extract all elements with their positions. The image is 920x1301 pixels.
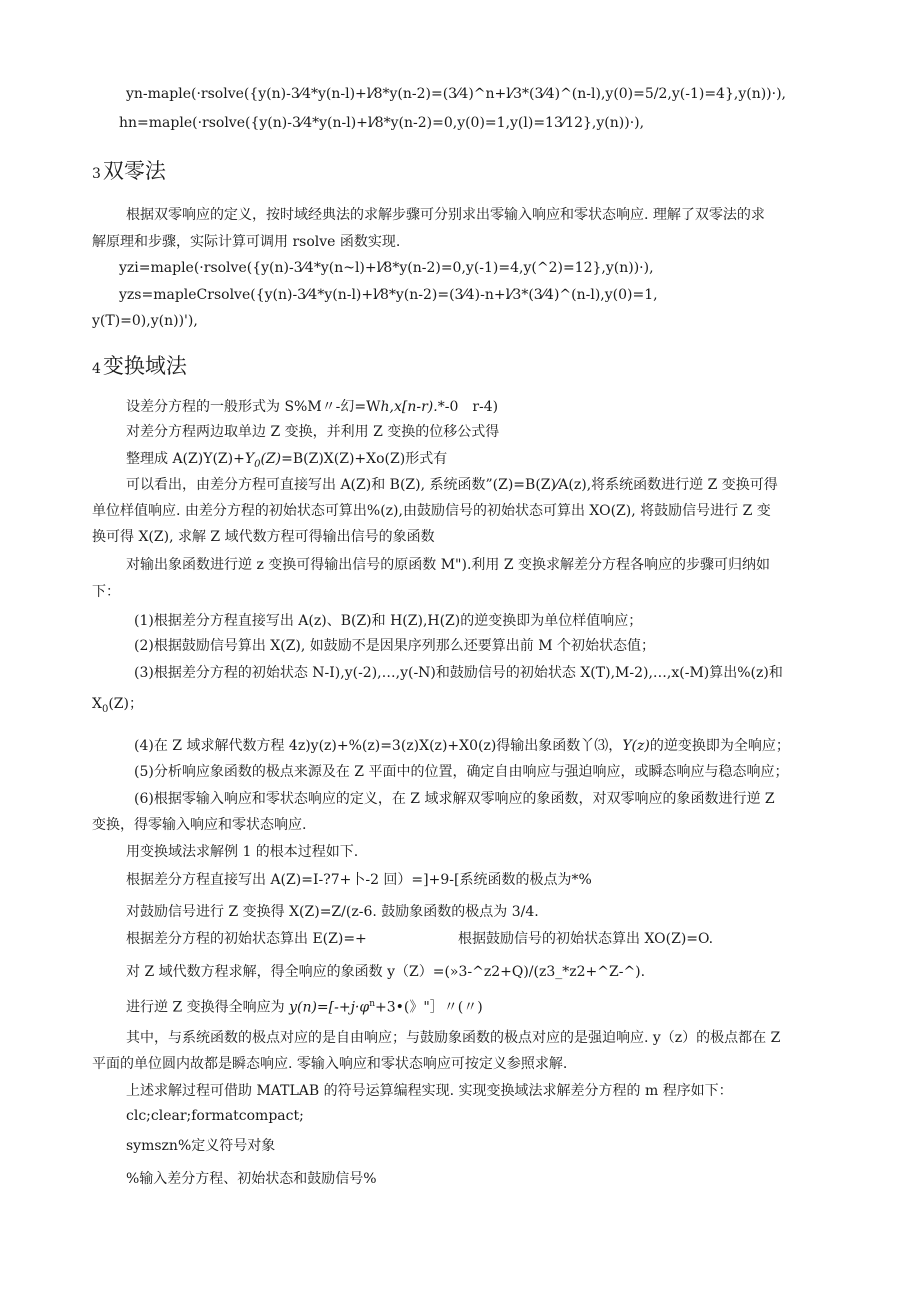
paragraph-line: 下： bbox=[92, 584, 120, 600]
text-run: 的逆变换即为全响应； bbox=[649, 738, 790, 754]
superscript: n bbox=[369, 999, 375, 1009]
italic-run: h,x[n-r). bbox=[380, 399, 438, 415]
code-line: %输入差分方程、初始状态和鼓励信号% bbox=[126, 1171, 377, 1187]
section-3-heading bbox=[92, 158, 166, 187]
step-4 bbox=[134, 737, 790, 755]
paragraph-line: 上述求解过程可借助 MATLAB 的符号运算编程实现. 实现变换域法求解差分方程的 m 程序如下： bbox=[126, 1083, 733, 1099]
paragraph-line: 对输出象函数进行逆 z 变换可得输出信号的原函数 M").利用 Z 变换求解差分方程各响应的步骤可归纳如 bbox=[126, 557, 771, 573]
step-2: (2)根据鼓励信号算出 X(Z), 如鼓励不是因果序列那么还要算出前 M 个初始状态值； bbox=[134, 638, 656, 654]
text-run: =B(Z)X(Z)+Xo(Z)形式有 bbox=[281, 451, 448, 467]
text-run: +3•(》"］〃(〃) bbox=[374, 999, 483, 1016]
paragraph-line: 根据差分方程直接写出 A(Z)=I-?7+卜-2 回）=]+9-[系统函数的极点为*% bbox=[126, 872, 592, 888]
text-run: (4)在 Z 域求解代数方程 4z)y(z)+%(z)=3(z)X(z)+X0(z)得输出象函数丫⑶， bbox=[134, 738, 623, 754]
paragraph-line: 平面的单位圆内故都是瞬态响应. 零输入响应和零状态响应可按定义参照求解. bbox=[92, 1056, 568, 1072]
step-3-cont bbox=[92, 695, 143, 719]
text-run: (Z)； bbox=[108, 696, 143, 712]
italic-run: Y bbox=[244, 451, 255, 467]
paragraph-line: 对 Z 域代数方程求解，得全响应的象函数 y（Z）=(»3-^z2+Q)/(z3_*z2+^Z-^). bbox=[126, 964, 646, 980]
formula-line bbox=[126, 398, 498, 416]
paragraph-line: 解原理和步骤，实际计算可调用 rsolve 函数实现. bbox=[92, 234, 401, 250]
paragraph-line: 根据差分方程的初始状态算出 E(Z)=+ bbox=[126, 931, 367, 947]
code-line-yzs: yzs=mapleCrsolve({y(n)-3⁄4*y(n-l)+l⁄8*y(n-2)=(3⁄4)-n+l⁄3*(3⁄4)^(n-l),y(0)=1, bbox=[119, 287, 658, 303]
code-line: clc;clear;formatcompact; bbox=[126, 1108, 304, 1124]
text-run: 整理成 A(Z)Y(Z)+ bbox=[126, 451, 245, 467]
subscript: 0 bbox=[101, 703, 109, 715]
formula-line bbox=[126, 995, 483, 1017]
text-run: *-0 r-4) bbox=[437, 399, 499, 415]
italic-run: Y(z) bbox=[622, 738, 650, 754]
section-title: 双零法 bbox=[102, 159, 166, 183]
section-4-heading bbox=[92, 353, 187, 382]
formula-line bbox=[126, 450, 447, 474]
text-run: 设差分方程的一般形式为 S%M〃-幻=W bbox=[126, 399, 381, 415]
step-1: (1)根据差分方程直接写出 A(z)、B(Z)和 H(Z),H(Z)的逆变换即为单位样值响应； bbox=[134, 613, 643, 629]
paragraph-line: 根据鼓励信号的初始状态算出 XO(Z)=O. bbox=[458, 931, 714, 947]
code-line-yn: yn-maple(·rsolve({y(n)-3⁄4*y(n-l)+l⁄8*y(n-2)=(3⁄4)^n+l⁄3*(3⁄4)^(n-l),y(0)=5/2,y(-1)=4},y(n))·), bbox=[126, 86, 786, 102]
code-line-yzs-cont: y(T)=0),y(n))'), bbox=[92, 313, 198, 329]
step-5: (5)分析响应象函数的极点来源及在 Z 平面中的位置，确定自由响应与强迫响应，或瞬态响应与稳态响应； bbox=[134, 764, 789, 780]
step-6-cont: 变换，得零输入响应和零状态响应. bbox=[92, 817, 307, 833]
code-line-yzi: yzi=maple(·rsolve({y(n)-3⁄4*y(n~l)+l⁄8*y(n-2)=0,y(-1)=4,y(^2)=12},y(n))·), bbox=[119, 260, 654, 276]
section-title: 变换域法 bbox=[102, 354, 187, 378]
paragraph-line: 可以看出，由差分方程可直接写出 A(Z)和 B(Z), 系统函数”(Z)=B(Z)⁄A(z),将系统函数进行逆 Z 变换可得 bbox=[126, 477, 778, 493]
italic-run: y(n)=[-+j·φ bbox=[289, 999, 370, 1016]
paragraph-line: 对差分方程两边取单边 Z 变换，并利用 Z 变换的位移公式得 bbox=[126, 424, 500, 440]
text-run: X bbox=[92, 696, 102, 712]
step-6: (6)根据零输入响应和零状态响应的定义，在 Z 域求解双零响应的象函数，对双零响应的象函数进行逆 Z bbox=[134, 791, 775, 807]
paragraph-line: 其中，与系统函数的极点对应的是自由响应；与鼓励象函数的极点对应的是强迫响应. y（z）的极点都在 Z bbox=[126, 1030, 781, 1046]
text-run: 进行逆 Z 变换得全响应为 bbox=[126, 999, 290, 1016]
paragraph-line: 换可得 X(Z), 求解 Z 域代数方程可得输出信号的象函数 bbox=[92, 529, 435, 545]
code-line-hn: hn=maple(·rsolve({y(n)-3⁄4*y(n-l)+l⁄8*y(n-2)=0,y(0)=1,y(l)=13⁄12},y(n))·), bbox=[119, 115, 645, 131]
paragraph-line: 对鼓励信号进行 Z 变换得 X(Z)=Z/(z-6. 鼓励象函数的极点为 3/4. bbox=[126, 904, 539, 920]
paragraph-line: 单位样值响应. 由差分方程的初始状态可算出%(z),由鼓励信号的初始状态可算出 XO(Z), 将鼓励信号进行 Z 变 bbox=[92, 503, 771, 519]
italic-run: (Z) bbox=[260, 451, 282, 467]
paragraph-line: 根据双零响应的定义，按时域经典法的求解步骤可分别求出零输入响应和零状态响应. 理解了双零法的求 bbox=[126, 207, 765, 223]
code-line: symszn%定义符号对象 bbox=[126, 1138, 276, 1154]
paragraph-line: 用变换域法求解例 1 的根本过程如下. bbox=[126, 844, 359, 860]
step-3: (3)根据差分方程的初始状态 N-I),y(-2),…,y(-N)和鼓励信号的初始状态 X(T),M-2),…,x(-M)算出%(z)和 bbox=[134, 665, 783, 681]
subscript: 0 bbox=[254, 458, 261, 470]
section-number: 3 bbox=[92, 166, 101, 182]
section-number: 4 bbox=[92, 361, 101, 377]
